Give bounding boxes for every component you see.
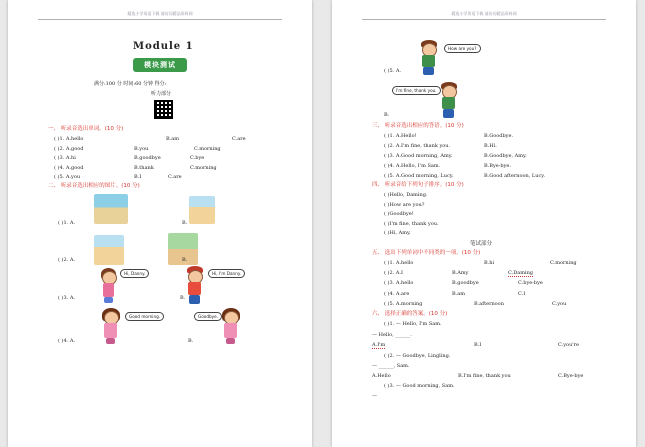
section-5-title: 五、 选出下列单词中不同类的一项。(10 分) (372, 250, 481, 256)
kid-girl-morning (100, 308, 124, 346)
s1-q2-a: ( )2. A.good (54, 146, 84, 152)
s1-q3-c: C.bye (190, 155, 205, 161)
s5-q5-b: B.afternoon (474, 301, 504, 307)
s6-q2-line2: — ______, Sam. (372, 363, 410, 369)
s5-q5-a: ( )5. A.morning (384, 301, 423, 307)
s2-q1-b: B. (182, 220, 188, 226)
s3-q1-a: ( )1. A.Hello! (384, 133, 417, 139)
header-rule (362, 19, 606, 20)
s2-q2: ( )2. A. (58, 257, 76, 263)
bubble-goodbye: Goodbye. (194, 312, 222, 321)
s1-q5-a: ( )5. A.you (54, 174, 81, 180)
s2-q4: ( )4. A. (58, 338, 76, 344)
s5-q3-b: B.goodbye (452, 280, 479, 286)
s6-q1-opt-c: C.you're (558, 342, 580, 348)
s6-q1-opt-b: B.I (474, 342, 482, 348)
s6-q1: ( )1. — Hello, I'm Sam. (384, 321, 442, 327)
s1-q3-b: B.goodbye (134, 155, 161, 161)
s3-q3-a: ( )3. A.Good morning, Amy. (384, 153, 453, 159)
s6-q3-line2: — (372, 393, 377, 399)
s1-q3-a: ( )3. A.hi (54, 155, 76, 161)
kid-girl (98, 268, 120, 306)
section-3-title: 三、 听录音选出相应的答语。(10 分) (372, 123, 464, 129)
s1-q5-b: B.I (134, 174, 142, 180)
section-4-title: 四、 听录音给下列句子排序。(10 分) (372, 182, 464, 188)
qr-code (154, 100, 173, 119)
left-page (8, 0, 312, 447)
s4-row-4: ( )I'm fine, thank you. (384, 221, 439, 227)
s4-row-2: ( )How are you? (384, 202, 425, 208)
s3-q4-a: ( )4. A.Hello, I'm Sam. (384, 163, 441, 169)
s3-q3-b: B.Goodbye, Amy. (484, 153, 527, 159)
s2-q1: ( )1. A. (58, 220, 76, 226)
bubble-im-fine: I'm fine, thank you. (392, 86, 441, 95)
s1-q1-c: C.are (232, 136, 246, 142)
s1-q2-b: B.you (134, 146, 149, 152)
picture-children-greeting (94, 194, 128, 224)
header-rule (38, 19, 282, 20)
s5-q4-a: ( )4. A.are (384, 291, 410, 297)
module-title: Module 1 (133, 41, 194, 52)
s5-q1-a: ( )1. A.hello (384, 260, 414, 266)
r-q5-b: B. (384, 112, 390, 118)
s5-q2-c: C.Daming (508, 270, 533, 276)
s4-row-3: ( )Goodbye! (384, 211, 414, 217)
s2-q3-b: B. (180, 295, 186, 301)
s4-row-5: ( )Hi, Amy. (384, 230, 411, 236)
r-q5: ( )5. A. (384, 68, 402, 74)
s3-q5-b: B.Good afternoon, Lucy. (484, 173, 545, 179)
bubble-good-morning: Good morning. (125, 312, 164, 321)
s4-row-1: ( )Hello, Daming. (384, 192, 428, 198)
s1-q4-c: C.morning (190, 165, 217, 171)
s6-q2-opt-b: B.I'm fine, thank you (458, 373, 511, 379)
s5-q3-c: C.bye-bye (518, 280, 543, 286)
s1-q1-b: B.am (166, 136, 179, 142)
s6-q2: ( )2. — Goodbye, Lingling. (384, 353, 451, 359)
s3-q2-a: ( )2. A.I'm fine, thank you. (384, 143, 451, 149)
listening-heading: 听力部分 (151, 91, 172, 97)
s5-q1-b: B.hi (484, 260, 495, 266)
s2-q3: ( )3. A. (58, 295, 76, 301)
picture-classroom (189, 196, 215, 224)
s1-q2-c: C.morning (194, 146, 221, 152)
s6-q2-opt-c: C.Bye-bye (558, 373, 584, 379)
test-banner: 模块测试 (133, 58, 187, 72)
s5-q4-b: B.am (452, 291, 465, 297)
s2-q4-b: B. (188, 338, 194, 344)
section-1-title: 一、 听录音选出单词。(10 分) (48, 126, 124, 132)
picture-kids-talking (94, 235, 124, 265)
s5-q1-c: C.morning (550, 260, 577, 266)
s1-q5-c: C.are (168, 174, 182, 180)
s6-q3: ( )3. — Good morning, Sam. (384, 383, 455, 389)
s3-q5-a: ( )5. A.Good morning, Lucy. (384, 173, 454, 179)
bubble-how-are-you: How are you? (444, 44, 481, 53)
s5-q3-a: ( )3. A.hello (384, 280, 414, 286)
s6-q1-line2: — Hello, ______. (372, 332, 412, 338)
s2-q2-b: B. (182, 257, 188, 263)
s5-q4-c: C.I (518, 291, 526, 297)
section-2-title: 二、 听录音选出相应的图片。(10 分) (48, 183, 140, 189)
written-heading: 笔试部分 (470, 241, 493, 247)
s6-q1-opt-a: A.I'm (372, 342, 386, 348)
kid-boy-answering (438, 82, 462, 120)
s5-q5-c: C.you (552, 301, 567, 307)
s1-q1-a: ( )1. A.hello (54, 136, 84, 142)
page-header: 精选小学英语下载 请访问精品资料网 (451, 11, 517, 16)
kid-boy-danny (184, 266, 206, 306)
s6-q2-opt-a: A.Hello (372, 373, 391, 379)
section-6-title: 六、 选择正确的答案。(10 分) (372, 311, 448, 317)
s1-q4-b: B.thank (134, 165, 154, 171)
s5-q2-a: ( )2. A.I (384, 270, 404, 276)
score-line: 满分:100 分 时间:60 分钟 得分: (94, 81, 167, 87)
s3-q2-b: B.Hi. (484, 143, 497, 149)
bubble-hi-danny: Hi, Danny. (120, 269, 149, 278)
s3-q4-b: B.Bye-bye. (484, 163, 511, 169)
kid-girl-goodbye (220, 308, 244, 346)
s5-q2-b: B.Amy (452, 270, 469, 276)
s1-q4-a: ( )4. A.good (54, 165, 84, 171)
bubble-im-danny: Hi, I'm Danny. (208, 269, 245, 278)
s3-q1-b: B.Goodbye. (484, 133, 514, 139)
kid-boy-asking (418, 40, 442, 76)
page-header: 精选小学英语下载 请访问精品资料网 (127, 11, 193, 16)
right-page (332, 0, 636, 447)
